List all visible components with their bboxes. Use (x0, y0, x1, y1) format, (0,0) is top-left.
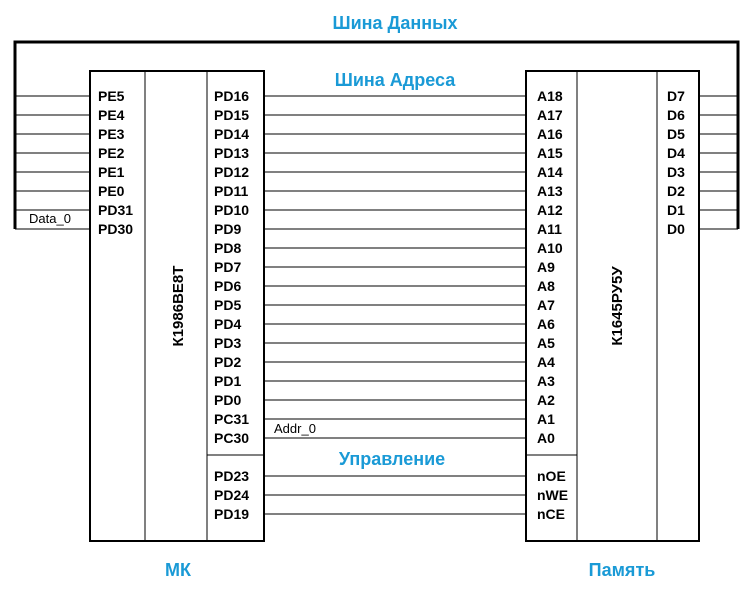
mcu-caption: МК (165, 560, 191, 580)
mcu-pin-label: PD16 (214, 88, 250, 104)
memory-pin-label: A0 (537, 430, 555, 446)
memory-pin-label: D5 (667, 126, 685, 142)
memory-pin-label: nOE (537, 468, 566, 484)
mcu-pin-label: PD9 (214, 221, 242, 237)
mcu-pin-label: PD0 (214, 392, 242, 408)
memory-address-pins (537, 88, 563, 446)
memory-pin-label: A11 (537, 221, 562, 237)
memory-caption: Память (588, 560, 656, 580)
mcu-pin-label: PD30 (98, 221, 134, 237)
data-bus-label: Шина Данных (332, 13, 458, 33)
mcu-pin-label: PD8 (214, 240, 242, 256)
mcu-pin-label: PD19 (214, 506, 250, 522)
address-wires (264, 96, 526, 438)
memory-pin-label: D0 (667, 221, 685, 237)
mcu-pin-label: PE3 (98, 126, 125, 142)
memory-pin-label: A2 (537, 392, 555, 408)
control-wires (264, 476, 526, 514)
data-signal-label: Data_0 (29, 211, 71, 226)
address-bus-label: Шина Адреса (334, 70, 456, 90)
mcu-pin-label: PD23 (214, 468, 250, 484)
memory-pin-label: D7 (667, 88, 685, 104)
mcu-pin-label: PD7 (214, 259, 242, 275)
memory-pin-label: A17 (537, 107, 563, 123)
addr-signal-label: Addr_0 (274, 421, 316, 436)
memory-pin-label: A4 (537, 354, 555, 370)
memory-pin-label: D3 (667, 164, 685, 180)
memory-pin-label: A7 (537, 297, 555, 313)
mcu-pin-label: PD31 (98, 202, 134, 218)
mcu-left-pins (98, 88, 133, 237)
mcu-pin-label: PD15 (214, 107, 250, 123)
mcu-pin-label: PD1 (214, 373, 242, 389)
memory-pin-label: D6 (667, 107, 685, 123)
mcu-pin-label: PE2 (98, 145, 125, 161)
mcu-pin-label: PC30 (214, 430, 250, 446)
memory-name: К1645РУ5У (609, 266, 626, 346)
memory-data-pins (667, 88, 685, 237)
memory-pin-label: A8 (537, 278, 555, 294)
mcu-pin-label: PD13 (214, 145, 250, 161)
memory-pin-label: D1 (667, 202, 685, 218)
memory-pin-label: A12 (537, 202, 563, 218)
memory-pin-label: A13 (537, 183, 563, 199)
mcu-pin-label: PD10 (214, 202, 250, 218)
memory-pin-label: A1 (537, 411, 555, 427)
mcu-pin-label: PD12 (214, 164, 250, 180)
memory-pin-label: D2 (667, 183, 685, 199)
mcu-pin-label: PD5 (214, 297, 242, 313)
memory-pin-label: A14 (537, 164, 563, 180)
mcu-pin-label: PE4 (98, 107, 125, 123)
memory-pin-label: A10 (537, 240, 563, 256)
data-wires-right (699, 96, 738, 229)
mcu-pin-label: PE1 (98, 164, 125, 180)
mcu-pin-label: PE5 (98, 88, 125, 104)
mcu-pin-label: PD4 (214, 316, 242, 332)
mcu-name: К1986ВЕ8Т (170, 265, 187, 347)
memory-control-pins (537, 468, 568, 522)
mcu-pin-label: PD24 (214, 487, 250, 503)
mcu-pin-label: PD3 (214, 335, 242, 351)
memory-pin-label: D4 (667, 145, 685, 161)
memory-pin-label: A5 (537, 335, 555, 351)
memory-pin-label: nCE (537, 506, 565, 522)
mcu-pin-label: PD2 (214, 354, 242, 370)
memory-pin-label: A15 (537, 145, 563, 161)
mcu-pin-label: PD6 (214, 278, 242, 294)
mcu-right-pins (214, 88, 249, 446)
mcu-pin-label: PE0 (98, 183, 125, 199)
mcu-pin-label: PD11 (214, 183, 249, 199)
mcu-control-pins (214, 468, 249, 522)
memory-pin-label: A16 (537, 126, 563, 142)
memory-pin-label: A9 (537, 259, 555, 275)
memory-pin-label: A6 (537, 316, 555, 332)
memory-pin-label: A3 (537, 373, 555, 389)
mcu-pin-label: PC31 (214, 411, 250, 427)
mcu-pin-label: PD14 (214, 126, 250, 142)
memory-pin-label: nWE (537, 487, 569, 503)
control-label: Управление (338, 449, 446, 469)
data-wires-left (15, 96, 90, 229)
memory-pin-label: A18 (537, 88, 563, 104)
